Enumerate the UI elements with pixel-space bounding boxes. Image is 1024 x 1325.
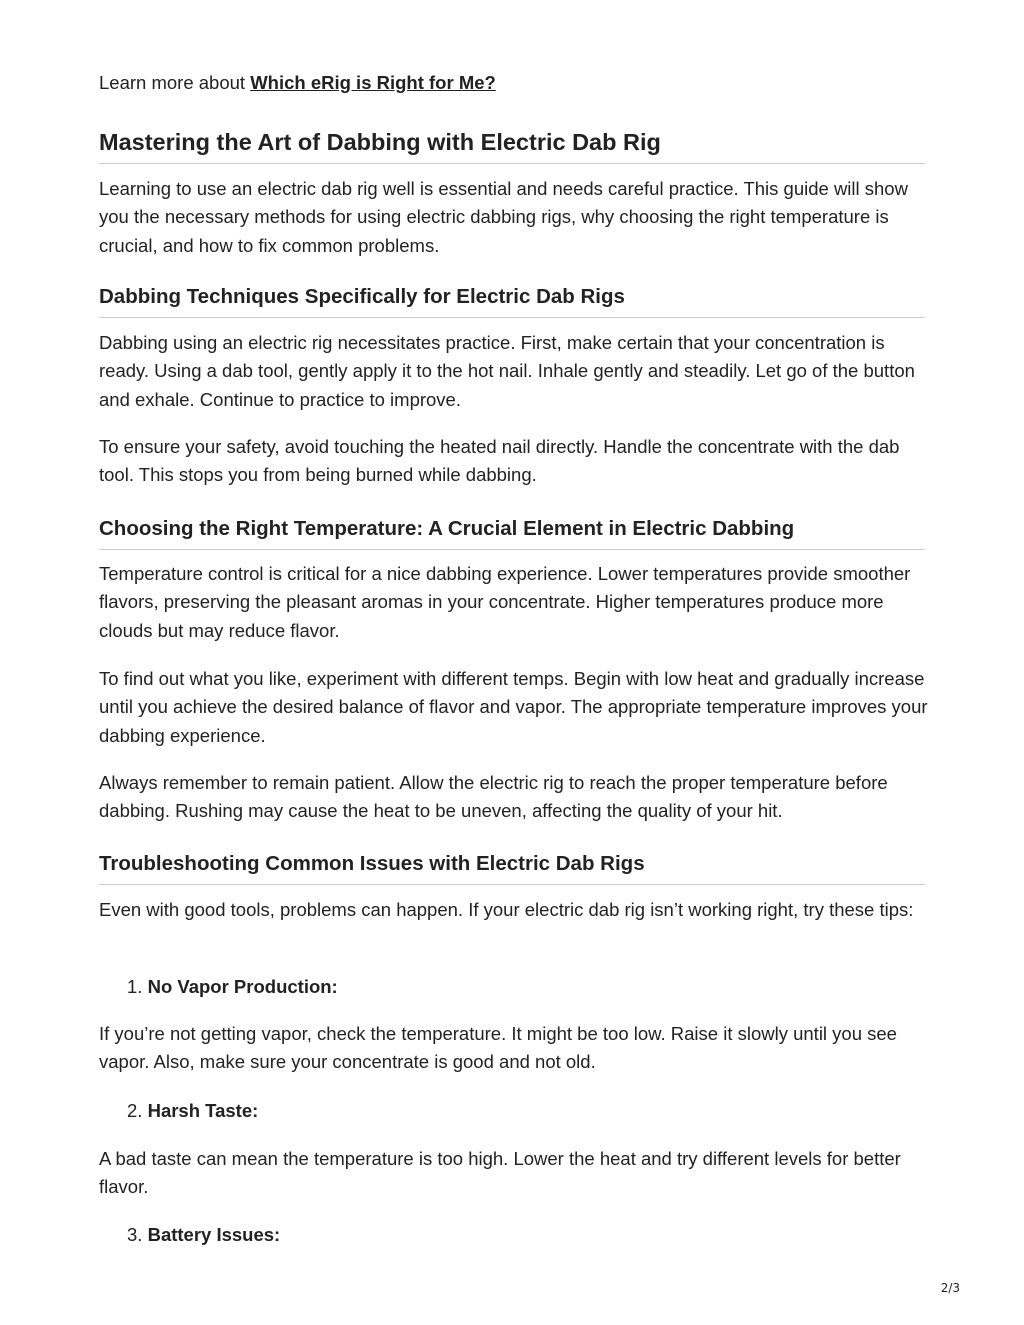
list-item-body: A bad taste can mean the temperature is too high. Lower the heat and try different levels for better flavor. [99,1148,901,1198]
troubleshooting-heading: Troubleshooting Common Issues with Electric Dab Rigs [99,851,925,885]
techniques-paragraph-2: To ensure your safety, avoid touching the heated nail directly. Handle the concentrate with the dab tool. This stops you from being burned while dabbing. [99,436,900,486]
techniques-heading: Dabbing Techniques Specifically for Electric Dab Rigs [99,284,925,318]
list-item-number: 3. [127,1224,148,1245]
temperature-heading: Choosing the Right Temperature: A Crucial Element in Electric Dabbing [99,516,925,550]
page-number: 2/3 [940,1281,960,1295]
list-item [127,1098,258,1124]
list-item-title: Battery Issues: [147,1224,281,1245]
learn-more-line [99,71,496,95]
main-intro-paragraph: Learning to use an electric dab rig well is essential and needs careful practice. This guide will show you the necessary methods for using electric dabbing rigs, why choosing the right temperature is crucial, and how to fix common problems. [99,178,908,256]
temperature-paragraph-3: Always remember to remain patient. Allow the electric rig to reach the proper temperature before dabbing. Rushing may cause the heat to be uneven, affecting the quality of your hit. [99,772,888,822]
temperature-paragraph-1: Temperature control is critical for a nice dabbing experience. Lower temperatures provide smoother flavors, preserving the pleasant aromas in your concentrate. Higher temperatures produce more clouds but may reduce flavor. [99,563,911,641]
main-heading: Mastering the Art of Dabbing with Electric Dab Rig [99,127,925,164]
list-item-title: No Vapor Production: [147,976,338,997]
temperature-paragraph-2: To find out what you like, experiment with different temps. Begin with low heat and gradually increase until you achieve the desired balance of flavor and vapor. The appropriate temperature improves your dabbing experience. [99,668,928,746]
learn-more-prefix: Learn more about [99,72,251,93]
list-item-body: If you’re not getting vapor, check the temperature. It might be too low. Raise it slowly until you see vapor. Also, make sure your concentrate is good and not old. [99,1023,897,1073]
list-item [127,1222,280,1248]
erig-guide-link[interactable]: Which eRig is Right for Me? [250,72,496,93]
troubleshooting-intro: Even with good tools, problems can happen. If your electric dab rig isn’t working right, try these tips: [99,899,914,920]
techniques-paragraph-1: Dabbing using an electric rig necessitates practice. First, make certain that your concentration is ready. Using a dab tool, gently apply it to the hot nail. Inhale gently and steadily. Let go of the button and exhale. Continue to practice to improve. [99,332,915,410]
list-item [127,974,338,1000]
list-item-title: Harsh Taste: [147,1100,259,1121]
list-item-number: 2. [127,1100,148,1121]
list-item-number: 1. [127,976,148,997]
